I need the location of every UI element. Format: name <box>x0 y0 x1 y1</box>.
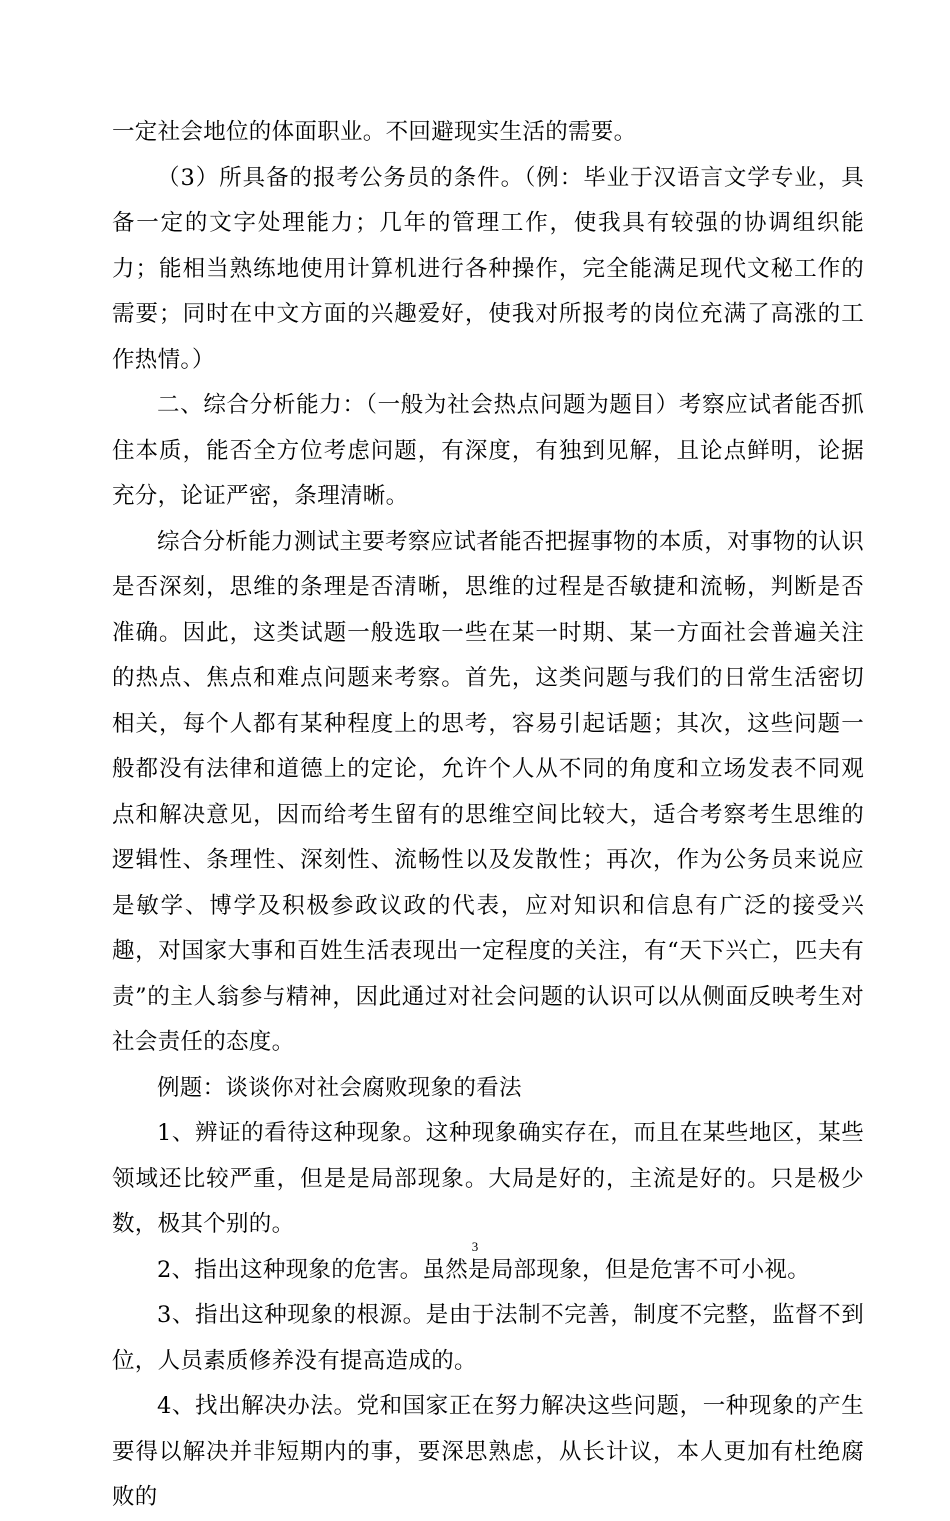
paragraph-9: 4、找出解决办法。党和国家正在努力解决这些问题，一种现象的产生要得以解决并非短期内的事，要深思熟虑，从长计议，本人更加有杜绝腐败的 <box>112 1393 864 1510</box>
paragraph-5: 例题：谈谈你对社会腐败现象的看法 <box>157 1074 522 1101</box>
paragraph-2: （3）所具备的报考公务员的条件。（例：毕业于汉语言文学专业，具备一定的文字处理能力；几年的管理工作，使我具有较强的协调组织能力；能相当熟练地使用计算机进行各种操作，完全能满足现代文秘工作的需要；同时在中文方面的兴趣爱好，使我对所报考的岗位充满了高涨的工作热情。） <box>112 164 864 373</box>
page-number: 3 <box>471 1239 479 1254</box>
paragraph-7: 2、指出这种现象的危害。虽然是局部现象，但是危害不可小视。 <box>157 1256 811 1283</box>
paragraph-4: 综合分析能力测试主要考察应试者能否把握事物的本质，对事物的认识是否深刻，思维的条理是否清晰，思维的过程是否敏捷和流畅，判断是否准确。因此，这类试题一般选取一些在某一时期、某一方面社会普遍关注的热点、焦点和难点问题来考察。首先，这类问题与我们的日常生活密切相关，每个人都有某种程度上的思考，容易引起话题；其次，这些问题一般都没有法律和道德上的定论，允许个人从不同的角度和立场发表不同观点和解决意见，因而给考生留有的思维空间比较大，适合考察考生思维的逻辑性、条理性、深刻性、流畅性以及发散性；再次，作为公务员来说应是敏学、博学及积极参政议政的代表，应对知识和信息有广泛的接受兴趣，对国家大事和百姓生活表现出一定程度的关注，有“天下兴亡，匹夫有责”的主人翁参与精神，因此通过对社会问题的认识可以从侧面反映考生对社会责任的态度。 <box>112 528 864 1055</box>
paragraph-6: 1、辨证的看待这种现象。这种现象确实存在，而且在某些地区，某些领域还比较严重，但是是局部现象。大局是好的，主流是好的。只是极少数，极其个别的。 <box>112 1120 864 1237</box>
paragraph-1: 一定社会地位的体面职业。不回避现实生活的需要。 <box>112 119 637 145</box>
paragraph-3: 二、综合分析能力：（一般为社会热点问题为题目）考察应试者能否抓住本质，能否全方位考虑问题，有深度，有独到见解，且论点鲜明，论据充分，论证严密，条理清晰。 <box>112 392 864 509</box>
document-body <box>112 110 864 1521</box>
paragraph-8: 3、指出这种现象的根源。是由于法制不完善，制度不完整，监督不到位，人员素质修养没有提高造成的。 <box>112 1302 864 1374</box>
